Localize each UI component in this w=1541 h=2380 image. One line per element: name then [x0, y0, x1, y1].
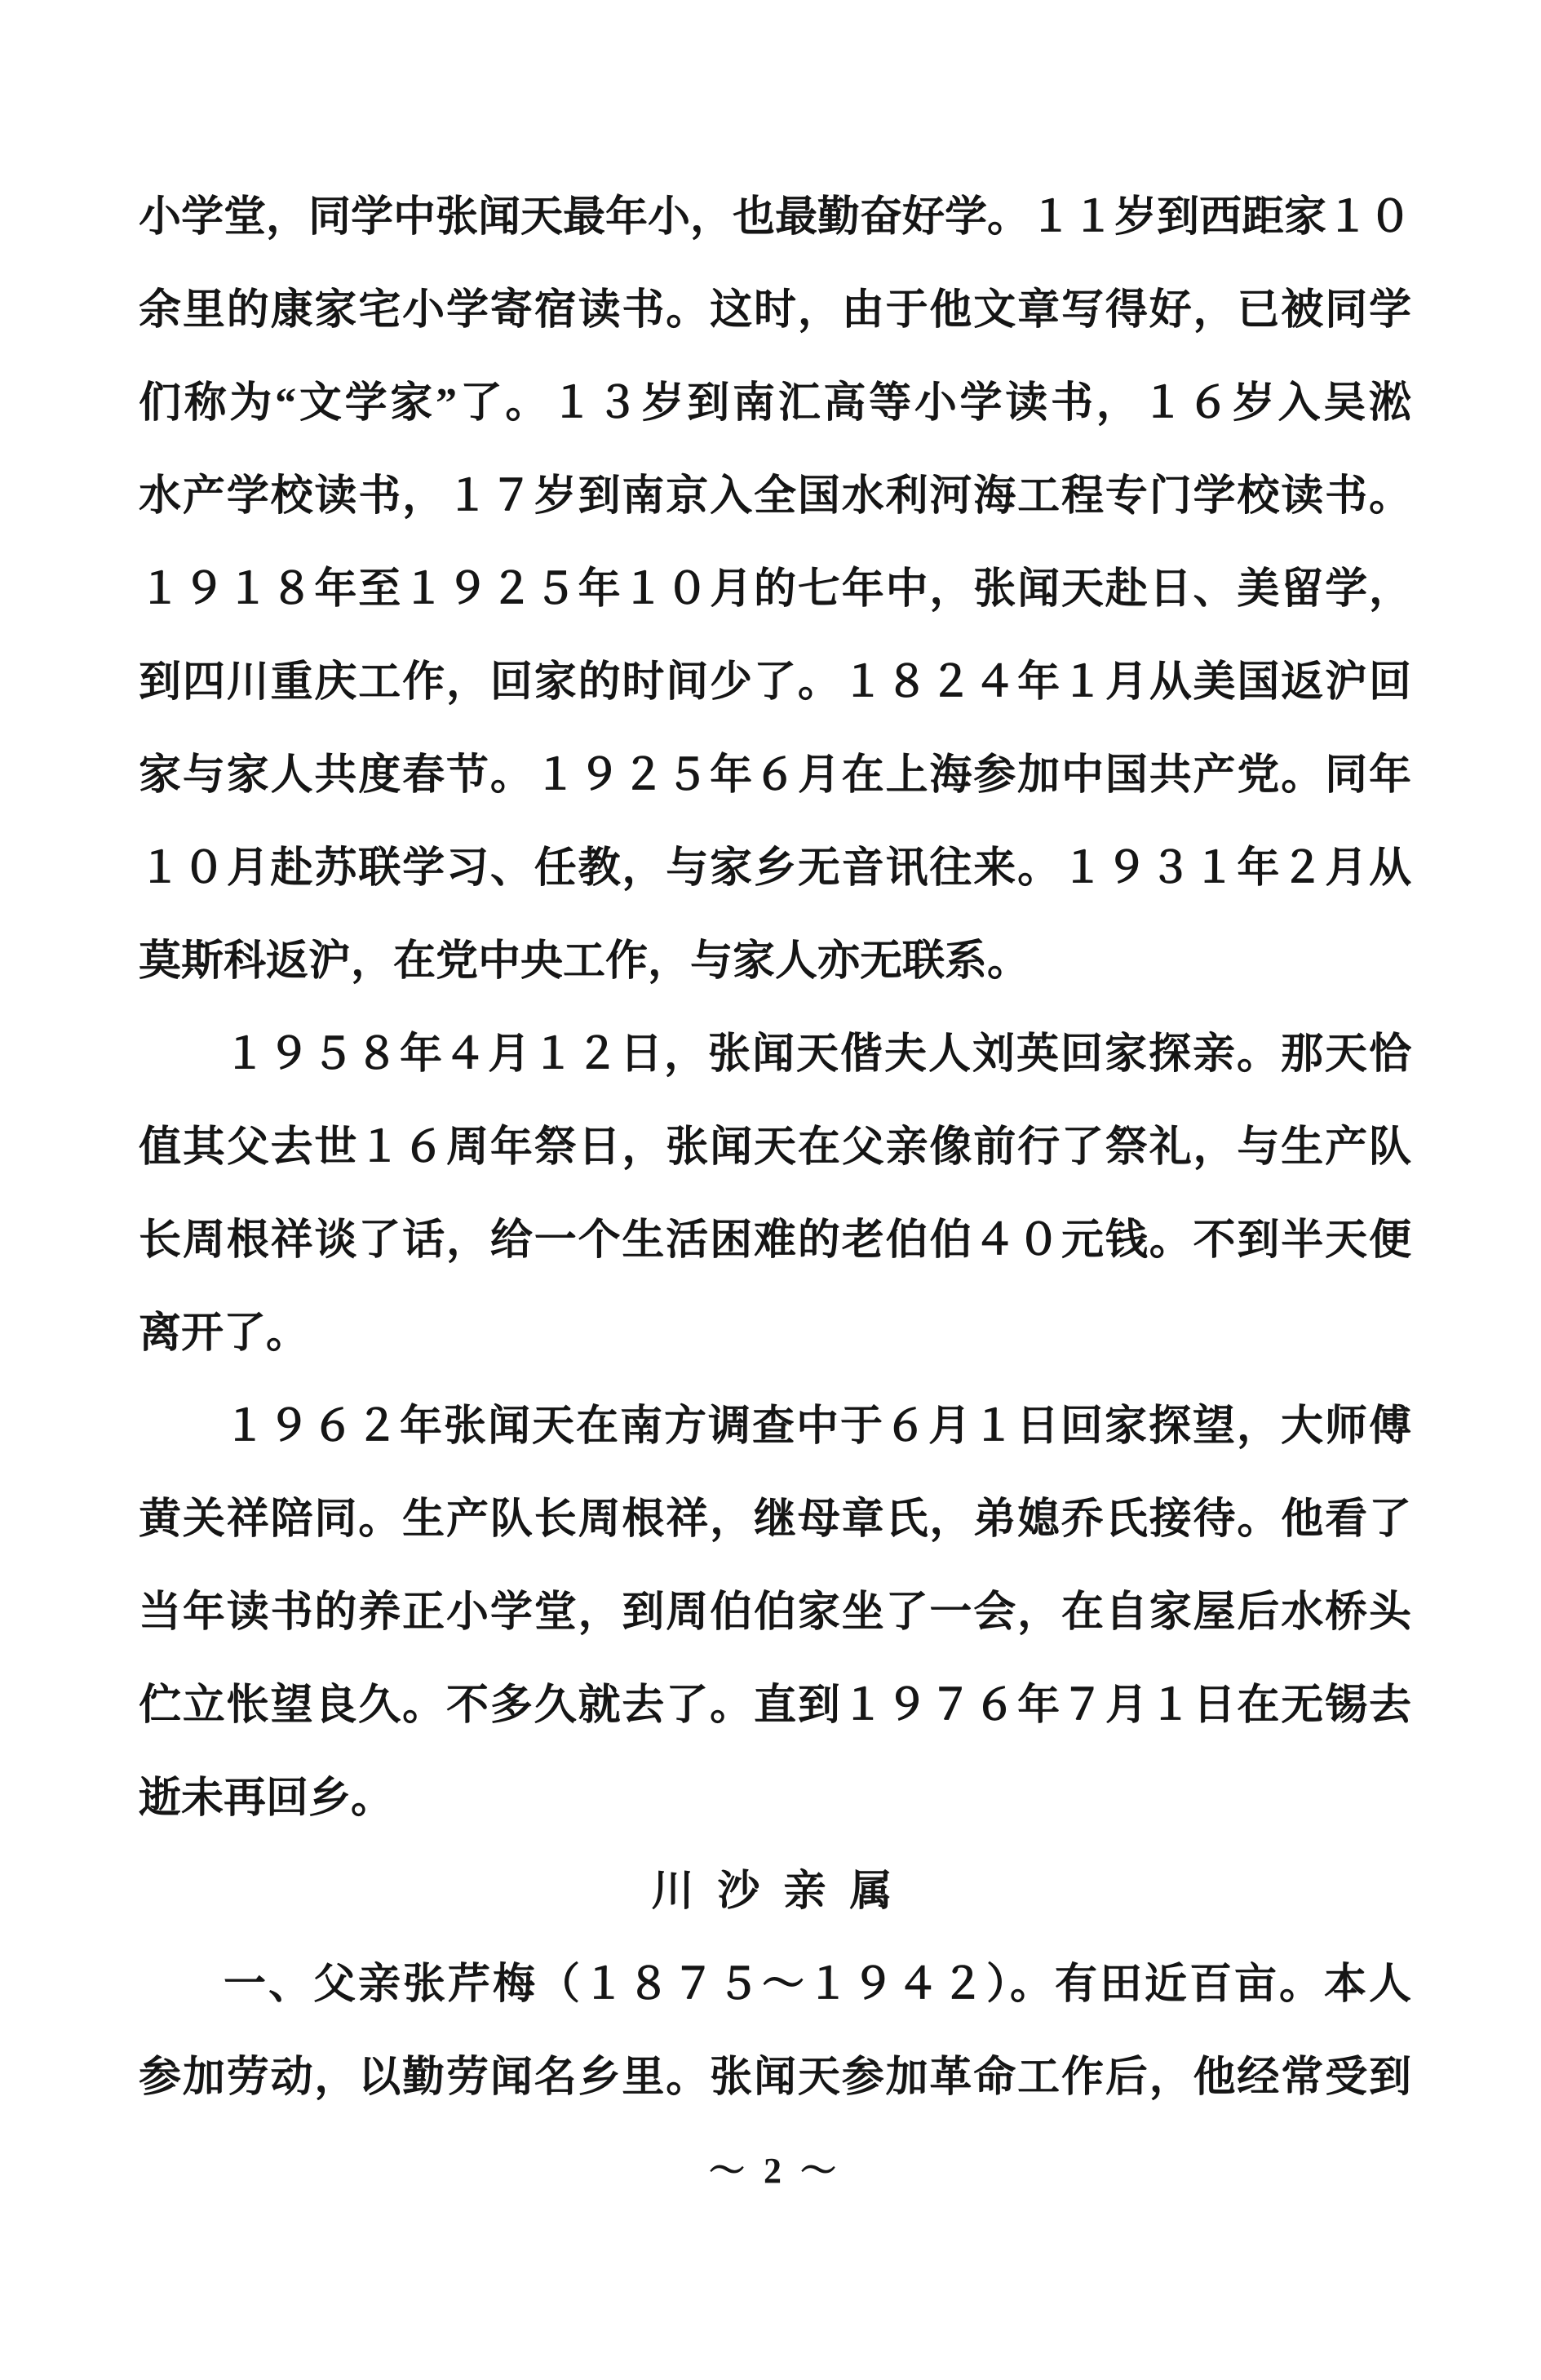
text-line-content: 们称为“文学家”了。１３岁到南汇高等小学读书，１６岁入吴淞 — [139, 380, 1411, 427]
text-line-content: 当年读书的养正小学堂，到周伯伯家坐了一会，在自家屋后水桥头 — [139, 1589, 1411, 1636]
text-line — [139, 1753, 1411, 1846]
text-line — [139, 729, 1411, 822]
text-line-content: 一、父亲张芹梅（１８７５～１９４２）。有田近百亩。本人 — [224, 1961, 1411, 2008]
text-line-content: 黄关祥陪同。生产队长周根祥，继母章氏，弟媳乔氏接待。他看了 — [139, 1496, 1411, 1543]
text-line — [139, 357, 1411, 450]
text-line-content: 逝未再回乡。 — [139, 1775, 394, 1822]
text-line-content: 长周根祥谈了话，给一个生活困难的老伯伯４０元钱。不到半天便 — [139, 1217, 1411, 1264]
text-line — [139, 2032, 1411, 2125]
text-line-content: 伫立怅望良久。不多久就去了。直到１９７６年７月１日在无锡去 — [139, 1682, 1411, 1729]
text-line — [139, 1939, 1411, 2032]
text-line — [139, 543, 1411, 636]
text-line-content: 离开了。 — [139, 1310, 309, 1357]
text-line-content: 参加劳动，以勤劳闻名乡里。张闻天参加革命工作后，他经常受到 — [139, 2054, 1411, 2101]
section-heading-text: 川 沙 亲 属 — [651, 1868, 899, 1915]
text-line — [139, 1194, 1411, 1288]
text-line-content: 水产学校读书，１７岁到南京入全国水利河海工程专门学校读书。 — [139, 473, 1411, 520]
document-body — [139, 171, 1411, 2125]
text-line — [139, 636, 1411, 729]
text-line-content: 家与家人共度春节。１９２５年６月在上海参加中国共产党。同年 — [139, 752, 1411, 799]
text-line — [139, 171, 1411, 264]
text-line-content: １０月赴苏联学习、任教，与家乡无音讯往来。１９３１年２月从 — [139, 845, 1411, 892]
text-line — [139, 1288, 1411, 1381]
page-number — [139, 2125, 1411, 2218]
text-line — [139, 1101, 1411, 1194]
text-line-content: 小学堂，同学中张闻天最年小，也最勤奋好学。１１岁到西距家１０ — [139, 194, 1412, 241]
text-line-content: １９１８年至１９２５年１０月的七年中，张闻天赴日、美留学， — [139, 566, 1411, 613]
text-line-content: 值其父去世１６周年祭日，张闻天在父亲像前行了祭礼，与生产队 — [139, 1124, 1411, 1171]
text-line-content: 余里的康家宅小学寄宿读书。这时，由于他文章写得好，已被同学 — [139, 287, 1411, 334]
text-line — [139, 264, 1411, 357]
text-line — [139, 1381, 1411, 1474]
text-line-content: 到四川重庆工作，回家的时间少了。１８２４年１月从美国返沪回 — [139, 659, 1411, 706]
text-line — [139, 1660, 1411, 1753]
text-line — [139, 1567, 1411, 1660]
text-line-content: １９６２年张闻天在南方调查中于６月１日回家探望，大师傅 — [224, 1403, 1411, 1450]
section-heading — [139, 1846, 1411, 1939]
text-line — [139, 1474, 1411, 1567]
page-number-text: ～ 2 ～ — [709, 2151, 841, 2191]
text-line-content: 莫斯科返沪，在党中央工作，与家人亦无联系。 — [139, 938, 1030, 985]
text-line — [139, 450, 1411, 543]
text-line — [139, 1008, 1411, 1101]
text-line — [139, 915, 1411, 1008]
text-line-content: １９５８年４月１２日，张闻天偕夫人刘英回家探亲。那天恰 — [224, 1031, 1411, 1078]
text-line — [139, 822, 1411, 915]
